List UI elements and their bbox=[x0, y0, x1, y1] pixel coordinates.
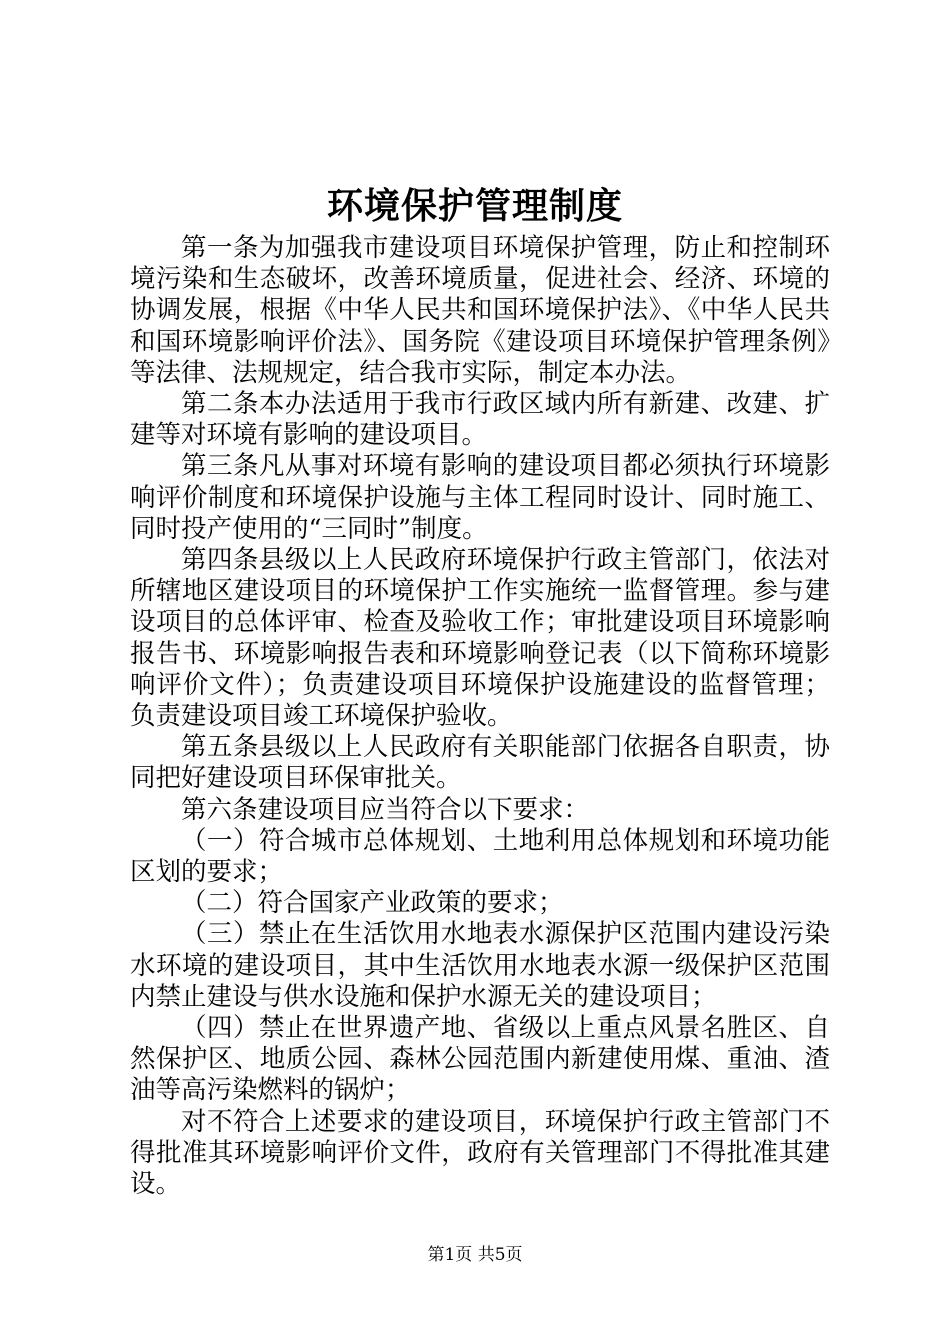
requirement-item-4: （四）禁止在世界遗产地、省级以上重点风景名胜区、自然保护区、地质公园、森林公园范围内新建使用煤、重油、渣油等高污染燃料的锅炉； bbox=[130, 1013, 830, 1106]
requirement-item-1: （一）符合城市总体规划、土地利用总体规划和环境功能区划的要求； bbox=[130, 825, 830, 888]
closing-paragraph: 对不符合上述要求的建设项目，环境保护行政主管部门不得批准其环境影响评价文件，政府有关管理部门不得批准其建设。 bbox=[130, 1106, 830, 1200]
article-2-paragraph: 第二条本办法适用于我市行政区域内所有新建、改建、扩建等对环境有影响的建设项目。 bbox=[130, 389, 830, 451]
document-body bbox=[130, 233, 830, 1200]
article-5-paragraph: 第五条县级以上人民政府有关职能部门依据各自职责，协同把好建设项目环保审批关。 bbox=[130, 732, 830, 794]
article-6-paragraph: 第六条建设项目应当符合以下要求： bbox=[181, 794, 590, 825]
requirement-item-3: （三）禁止在生活饮用水地表水源保护区范围内建设污染水环境的建设项目，其中生活饮用水地表水源一级保护区范围内禁止建设与供水设施和保护水源无关的建设项目； bbox=[130, 919, 830, 1012]
article-3-paragraph: 第三条凡从事对环境有影响的建设项目都必须执行环境影响评价制度和环境保护设施与主体工程同时设计、同时施工、同时投产使用的“三同时”制度。 bbox=[130, 451, 830, 544]
page-footer: 第1页 共5页 bbox=[427, 1245, 523, 1265]
requirement-item-2: （二）符合国家产业政策的要求； bbox=[181, 888, 564, 919]
document-title: 环境保护管理制度 bbox=[326, 185, 623, 227]
article-4-paragraph: 第四条县级以上人民政府环境保护行政主管部门，依法对所辖地区建设项目的环境保护工作实施统一监督管理。参与建设项目的总体评审、检查及验收工作；审批建设项目环境影响报告书、环境影响报告表和环境影响登记表（以下简称环境影响评价文件）；负责建设项目环境保护设施建设的监督管理；负责建设项目竣工环境保护验收。 bbox=[130, 545, 830, 732]
article-1-paragraph: 第一条为加强我市建设项目环境保护管理，防止和控制环境污染和生态破坏，改善环境质量，促进社会、经济、环境的协调发展，根据《中华人民共和国环境保护法》、《中华人民共和国环境影响评价法》、国务院《建设项目环境保护管理条例》等法律、法规规定，结合我市实际，制定本办法。 bbox=[130, 233, 830, 388]
